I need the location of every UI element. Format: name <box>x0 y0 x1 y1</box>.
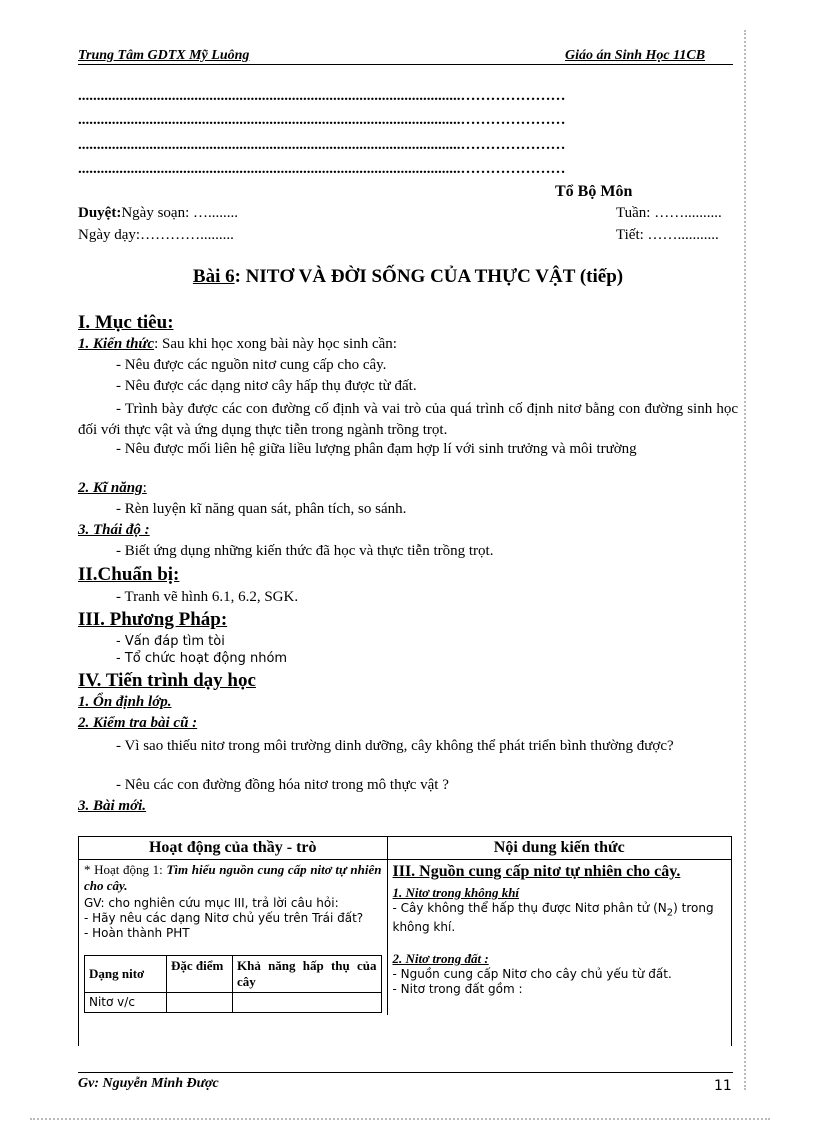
activity-cell <box>79 860 387 1016</box>
skills-heading <box>78 480 147 497</box>
week-field: Tuần: …….......... <box>616 205 722 221</box>
n2-subscript: 2 <box>666 907 674 919</box>
skills-colon: : <box>142 480 147 496</box>
step-new-lesson: 3. Bài mới. <box>78 798 147 814</box>
comment-line: ......................................................................................................………………… <box>78 112 566 128</box>
objective-item: - Nêu được các dạng nitơ cây hấp thụ được từ đất. <box>116 378 417 394</box>
section-objectives-heading <box>78 312 174 334</box>
knowledge-text <box>393 901 727 935</box>
review-question: - Vì sao thiếu nitơ trong môi trường dinh dưỡng, cây không thể phát triển bình thường được? <box>116 738 674 754</box>
activity-line: - Hoàn thành PHT <box>84 926 190 940</box>
knowledge-heading: III. Nguồn cung cấp nitơ tự nhiên cho cây. <box>392 863 681 880</box>
objectives-colon: : <box>167 312 174 333</box>
header-subject: Giáo án Sinh Học 11CB <box>565 48 706 63</box>
footer-author: Gv: Nguyễn Minh Được <box>78 1076 219 1091</box>
section-preparation-heading: II.Chuẩn bị: <box>78 564 180 585</box>
n2-text: - Cây không thể hấp thụ được Nitơ phân tử (N <box>392 901 667 915</box>
knowledge-sub: 2. Nitơ trong đất : <box>392 951 489 967</box>
worksheet-cell <box>233 993 382 1013</box>
header-rule <box>78 64 733 65</box>
period-field: Tiết: ……........... <box>616 227 719 243</box>
worksheet-table <box>84 955 382 1013</box>
section-process-heading: IV. Tiến trình dạy học <box>78 670 256 691</box>
worksheet-cell <box>167 993 233 1013</box>
activity-table <box>78 836 732 1046</box>
activity-title: Tìm hiểu nguồn cung cấp nitơ tự nhiên cho cây. <box>84 862 382 893</box>
knowledge-label: 1. Kiến thức <box>78 336 155 352</box>
page-shadow-right <box>744 30 746 1090</box>
comment-line: ......................................................................................................………………… <box>78 161 566 177</box>
activity-line: - Hãy nêu các dạng Nitơ chủ yếu trên Trái đất? <box>84 911 364 925</box>
activity-line: GV: cho nghiên cứu mục III, trả lời câu hỏi: <box>84 896 339 910</box>
col-knowledge: Nội dung kiến thức <box>387 837 731 860</box>
page-shadow-bottom <box>30 1118 770 1120</box>
approved-label: Duyệt: <box>78 205 122 221</box>
step-class-order: 1. Ổn định lớp. <box>78 694 172 710</box>
activity-prefix: * Hoạt động 1: <box>84 862 167 877</box>
method-item: - Tổ chức hoạt động nhóm <box>116 651 288 666</box>
page-number: 11 <box>714 1078 732 1094</box>
worksheet-header: Dạng nitơ <box>85 956 167 993</box>
n2-text-end: ) trong không khí. <box>392 901 714 935</box>
worksheet-header: Khả năng hấp thụ của cây <box>233 956 382 993</box>
knowledge-sub: 1. Nitơ trong không khí <box>392 885 520 900</box>
lesson-name: : NITƠ VÀ ĐỜI SỐNG CỦA THỰC VẬT (tiếp) <box>234 266 624 287</box>
step-review: 2. Kiểm tra bài cũ : <box>78 715 198 731</box>
attitude-item: - Biết ứng dụng những kiến thức đã học và thực tiễn trồng trọt. <box>116 543 494 559</box>
objectives-text: I. Mục tiêu <box>78 312 168 333</box>
review-question: - Nêu các con đường đồng hóa nitơ trong mô thực vật ? <box>116 777 449 793</box>
objective-item: - Nêu được mối liên hệ giữa liều lượng phân đạm hợp lí với sinh trưởng và môi trường <box>116 441 637 457</box>
knowledge-line <box>78 336 397 353</box>
comment-line: ......................................................................................................………………… <box>78 137 566 153</box>
objective-item: - Nêu được các nguồn nitơ cung cấp cho cây. <box>116 357 387 373</box>
knowledge-intro: : Sau khi học xong bài này học sinh cần: <box>154 336 397 352</box>
teach-date: Ngày dạy:…………......... <box>78 227 234 243</box>
lesson-title <box>0 266 816 288</box>
knowledge-text: - Nitơ trong đất gồm : <box>392 982 523 997</box>
section-method-heading: III. Phương Pháp: <box>78 609 228 630</box>
col-teacher-student: Hoạt động của thầy - trò <box>79 837 387 860</box>
knowledge-cell <box>387 860 731 1016</box>
worksheet-cell: Nitơ v/c <box>85 993 167 1013</box>
worksheet-header: Đặc điểm <box>167 956 233 993</box>
knowledge-text: - Nguồn cung cấp Nitơ cho cây chủ yếu từ đất. <box>392 967 672 982</box>
objective-item: - Trình bày được các con đường cố định và vai trò của quá trình cố định nitơ bằng con đường sinh học đối với thực vật và ứng dụng thực tiễn trong ngành trồng trọt. <box>78 401 738 438</box>
prep-date: Ngày soạn: …........ <box>121 205 238 221</box>
skill-item: - Rèn luyện kĩ năng quan sát, phân tích, so sánh. <box>116 501 407 517</box>
department-label: Tổ Bộ Môn <box>555 183 633 200</box>
lesson-number: Bài 6 <box>192 266 235 287</box>
method-item: - Vấn đáp tìm tòi <box>116 634 225 649</box>
attitude-heading: 3. Thái độ : <box>78 522 150 538</box>
activity-heading <box>84 862 382 894</box>
approval-line <box>78 205 238 222</box>
skills-label: 2. Kĩ năng <box>78 480 143 496</box>
footer-rule <box>78 1072 733 1073</box>
comment-line: ......................................................................................................………………… <box>78 88 566 104</box>
preparation-item: - Tranh vẽ hình 6.1, 6.2, SGK. <box>116 589 299 605</box>
header-school: Trung Tâm GDTX Mỹ Luông <box>78 48 250 63</box>
